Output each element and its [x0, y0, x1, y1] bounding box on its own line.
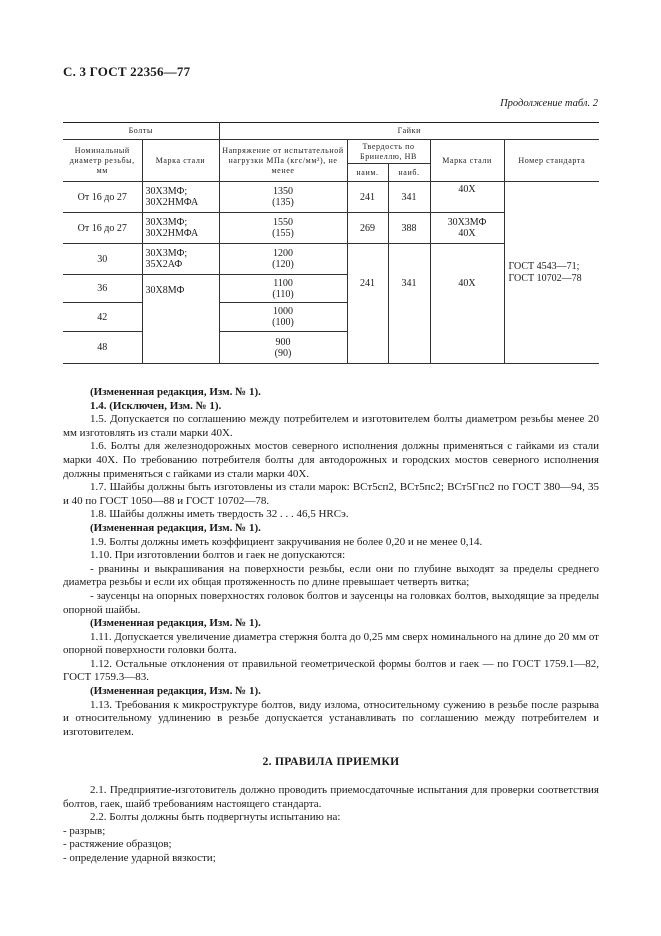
- list-item: - заусенцы на опорных поверхностях головок болтов и заусенцы на головках болтов, выходящие за пределы опорной шайбы.: [63, 589, 599, 616]
- cell-bolt-steel: 30Х3МФ; 30Х2НМФА: [142, 182, 219, 213]
- document-body: [63, 386, 599, 866]
- clause-1-12: 1.12. Остальные отклонения от правильной геометрической формы болтов и гаек — по ГОСТ 1759.1—82, ГОСТ 1759.3—83.: [63, 657, 599, 684]
- col-header-hardness-max: наиб.: [388, 164, 430, 182]
- cell-stress: 1200 (120): [219, 244, 347, 275]
- clause-1-11: 1.11. Допускается увеличение диаметра стержня болта до 0,25 мм сверх номинального на длине до 20 мм от опорной поверхности головки болта.: [63, 630, 599, 657]
- amendment-note: (Измененная редакция, Изм. № 1).: [90, 521, 261, 534]
- cell-hardness-min: 241: [347, 244, 388, 364]
- list-item: - разрыв;: [63, 824, 106, 837]
- clause-1-6: 1.6. Болты для железнодорожных мостов северного исполнения должны применяться с гайками из стали марки 40Х. По требованию потребителя болты для автодорожных и городских мостов северного исполнения должны применяться с гайками из стали марки 40Х.: [63, 440, 599, 480]
- cell-nut-steel: 30Х3МФ 40Х: [430, 213, 504, 244]
- cell-hardness-min: 269: [347, 213, 388, 244]
- cell-hardness-min: 241: [347, 182, 388, 213]
- clause-1-5: 1.5. Допускается по соглашению между потребителем и изготовителем болты диаметром резьбы менее 20 мм изготовлять из стали марки 40Х.: [63, 413, 599, 439]
- clause-1-7: 1.7. Шайбы должны быть изготовлены из стали марок: ВСт5сп2, ВСт5пс2; ВСт5Гпс2 по ГОСТ 380—94, 35 и 40 по ГОСТ 1050—88 и ГОСТ 10702—78.: [63, 481, 599, 507]
- amendment-note: (Измененная редакция, Изм. № 1).: [90, 685, 261, 698]
- clause-1-9: 1.9. Болты должны иметь коэффициент закручивания не более 0,20 и не менее 0,14.: [90, 535, 483, 548]
- cell-diameter: 30: [63, 244, 142, 275]
- group-header-bolts: Болты: [63, 123, 219, 140]
- cell-nut-steel: 40Х: [430, 182, 504, 213]
- section-title: 2. ПРАВИЛА ПРИЕМКИ: [262, 756, 400, 769]
- clause-2-1: 2.1. Предприятие-изготовитель должно проводить приемосдаточные испытания для проверки соответствия болтов, гаек, шайб требованиям настоящего стандарта.: [63, 784, 599, 810]
- cell-diameter: 36: [63, 275, 142, 303]
- cell-stress: 1000 (100): [219, 303, 347, 332]
- table-continuation-note: Продолжение табл. 2: [500, 98, 598, 109]
- cell-hardness-max: 341: [388, 244, 430, 364]
- col-header-bolt-steel: Марка стали: [142, 140, 219, 182]
- group-header-nuts: Гайки: [219, 123, 599, 140]
- amendment-note: (Измененная редакция, Изм. № 1).: [90, 617, 261, 630]
- list-item: - определение ударной вязкости;: [63, 852, 216, 864]
- cell-stress: 900 (90): [219, 332, 347, 364]
- cell-stress: 1100 (110): [219, 275, 347, 303]
- col-header-diameter: Номинальный диаметр резьбы, мм: [63, 140, 142, 182]
- cell-hardness-max: 388: [388, 213, 430, 244]
- cell-hardness-max: 341: [388, 182, 430, 213]
- bolt-nut-spec-table: [63, 122, 599, 364]
- cell-diameter: 42: [63, 303, 142, 332]
- cell-stress: 1350 (135): [219, 182, 347, 213]
- page-header: С. 3 ГОСТ 22356—77: [63, 64, 191, 79]
- col-header-standard: Номер стандарта: [504, 140, 599, 182]
- amendment-note: (Измененная редакция, Изм. № 1).: [90, 386, 261, 398]
- cell-bolt-steel: 30Х3МФ; 35Х2АФ: [142, 244, 219, 275]
- col-header-nut-steel: Марка стали: [430, 140, 504, 182]
- clause-1-10: 1.10. При изготовлении болтов и гаек не допускаются:: [90, 549, 346, 562]
- list-item: - растяжение образцов;: [63, 838, 172, 851]
- clause-1-13: 1.13. Требования к микроструктуре болтов, виду излома, относительному сужению в резьбе после разрыва и относительному удлинению в резьбе допускается устанавливать по соглашению между потребителем и изготовителем.: [63, 698, 599, 738]
- cell-diameter: От 16 до 27: [63, 182, 142, 213]
- cell-stress: 1550 (155): [219, 213, 347, 244]
- col-header-stress: Напряжение от испытательной нагрузки МПа (кгс/мм²), не менее: [219, 140, 347, 182]
- col-header-hardness: Твердость по Бринеллю, НВ: [347, 140, 430, 164]
- cell-standard: ГОСТ 4543—71; ГОСТ 10702—78: [504, 182, 599, 364]
- clause-1-8: 1.8. Шайбы должны иметь твердость 32 . . . 46,5 HRCэ.: [90, 508, 349, 521]
- cell-diameter: От 16 до 27: [63, 213, 142, 244]
- clause-1-4: 1.4. (Исключен, Изм. № 1).: [90, 399, 222, 412]
- cell-nut-steel: 40Х: [430, 244, 504, 364]
- table-row: [63, 182, 599, 213]
- clause-2-2: 2.2. Болты должны быть подвергнуты испытанию на:: [90, 811, 341, 824]
- cell-bolt-steel: 30Х8МФ: [142, 275, 219, 364]
- list-item: - рванины и выкрашивания на поверхности резьбы, если они по глубине выходят за пределы среднего диаметра резьбы и если их общая протяженность по длине превышает четверть витка;: [63, 562, 599, 589]
- cell-diameter: 48: [63, 332, 142, 364]
- col-header-hardness-min: наим.: [347, 164, 388, 182]
- cell-bolt-steel: 30Х3МФ; 30Х2НМФА: [142, 213, 219, 244]
